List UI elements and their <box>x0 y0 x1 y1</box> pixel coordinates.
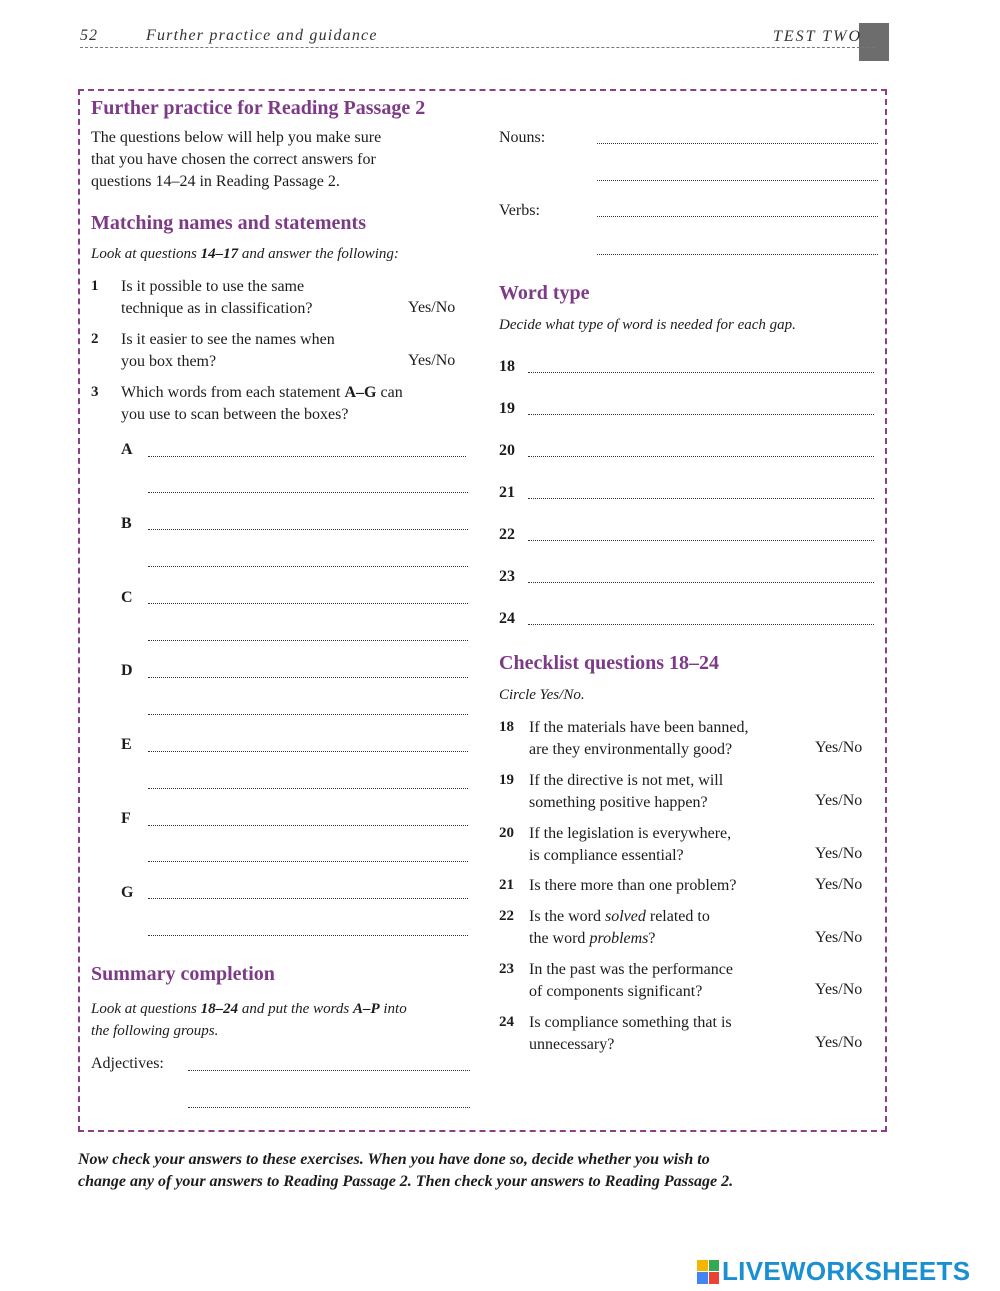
matching-heading: Matching names and statements <box>91 212 366 234</box>
question-line: In the past was the performance <box>529 961 733 978</box>
liveworksheets-logo <box>697 1256 970 1287</box>
summary-heading: Summary completion <box>91 963 275 985</box>
answer-line[interactable] <box>148 492 468 493</box>
text-bold: 18–24 <box>200 1001 239 1017</box>
question-line: Is it easier to see the names when <box>121 331 335 348</box>
nouns-label: Nouns: <box>499 129 546 146</box>
question-text <box>529 906 710 950</box>
footer-note <box>78 1149 878 1193</box>
test-label: TEST TWO <box>773 28 863 45</box>
instruction-text: Look at questions <box>91 246 201 262</box>
yes-no-option[interactable]: Yes/No <box>408 352 456 369</box>
instruction-text: and answer the following: <box>238 246 399 262</box>
answer-letter: E <box>121 736 132 753</box>
summary-instruction <box>91 998 407 1042</box>
gap-number: 19 <box>499 400 515 417</box>
question-line: something positive happen? <box>529 794 708 811</box>
yes-no-option[interactable]: Yes/No <box>815 1034 863 1051</box>
question-line: Is it possible to use the same <box>121 278 305 295</box>
answer-line[interactable] <box>597 180 878 181</box>
footer-line: Now check your answers to these exercises. When you have done so, decide whether you wish to <box>78 1151 710 1168</box>
liveworksheets-icon <box>697 1260 719 1284</box>
question-line: you use to scan between the boxes? <box>121 406 349 423</box>
text: the word <box>529 930 590 947</box>
question-line: you box them? <box>121 353 217 370</box>
test-tab-marker <box>859 23 889 61</box>
question-line: of components significant? <box>529 983 703 1000</box>
answer-line[interactable] <box>148 935 468 936</box>
question-number: 18 <box>499 719 514 735</box>
answer-letter: G <box>121 884 134 901</box>
question-line <box>529 928 710 950</box>
answer-letter: A <box>121 441 133 458</box>
answer-line[interactable] <box>528 540 874 541</box>
question-line: If the materials have been banned, <box>529 719 749 736</box>
answer-line[interactable] <box>188 1107 470 1108</box>
checklist-instruction: Circle Yes/No. <box>499 687 585 703</box>
gap-number: 20 <box>499 442 515 459</box>
yes-no-option[interactable]: Yes/No <box>408 299 456 316</box>
answer-line[interactable] <box>597 216 878 217</box>
question-line: are they environmentally good? <box>529 741 733 758</box>
footer-line: change any of your answers to Reading Passage 2. Then check your answers to Reading Passage 2. <box>78 1173 734 1190</box>
question-line: is compliance essential? <box>529 847 684 864</box>
question-line: Is there more than one problem? <box>529 877 737 894</box>
answer-line[interactable] <box>148 603 468 604</box>
text-bold: A–G <box>344 384 377 401</box>
answer-line[interactable] <box>528 414 874 415</box>
answer-line[interactable] <box>597 254 878 255</box>
yes-no-option[interactable]: Yes/No <box>815 739 863 756</box>
instruction-bold: 14–17 <box>200 246 239 262</box>
gap-number: 21 <box>499 484 515 501</box>
question-line: Is compliance something that is <box>529 1014 732 1031</box>
question-text <box>529 823 731 867</box>
answer-line[interactable] <box>528 456 874 457</box>
question-number: 22 <box>499 908 514 924</box>
answer-line[interactable] <box>148 456 466 457</box>
yes-no-option[interactable]: Yes/No <box>815 929 863 946</box>
question-text <box>121 329 335 373</box>
text: into <box>379 1001 407 1017</box>
question-number: 20 <box>499 825 514 841</box>
text-italic: solved <box>604 908 646 925</box>
question-line: If the legislation is everywhere, <box>529 825 732 842</box>
question-line: If the directive is not met, will <box>529 772 724 789</box>
instruction-line <box>91 998 407 1020</box>
question-number: 19 <box>499 772 514 788</box>
question-line <box>529 906 710 928</box>
answer-line[interactable] <box>148 640 468 641</box>
word-type-instruction: Decide what type of word is needed for each gap. <box>499 317 796 333</box>
answer-line[interactable] <box>528 624 874 625</box>
intro-line: questions 14–24 in Reading Passage 2. <box>91 173 340 190</box>
adjectives-label: Adjectives: <box>91 1055 164 1072</box>
text: Look at questions <box>91 1001 201 1017</box>
answer-letter: D <box>121 662 133 679</box>
question-text <box>529 875 736 897</box>
text: Is the word <box>529 908 605 925</box>
text-italic: problems <box>589 930 649 947</box>
yes-no-option[interactable]: Yes/No <box>815 845 863 862</box>
question-line: technique as in classification? <box>121 300 313 317</box>
text: Which words from each statement <box>121 384 345 401</box>
answer-letter: C <box>121 589 133 606</box>
further-practice-intro <box>91 127 381 193</box>
question-text <box>121 276 312 320</box>
answer-line[interactable] <box>148 825 468 826</box>
verbs-label: Verbs: <box>499 202 540 219</box>
answer-line[interactable] <box>148 529 468 530</box>
page-number: 52 <box>80 27 98 44</box>
answer-line[interactable] <box>148 898 468 899</box>
intro-line: that you have chosen the correct answers for <box>91 151 376 168</box>
text: and put the words <box>238 1001 353 1017</box>
question-number: 3 <box>91 384 99 400</box>
answer-line[interactable] <box>148 751 468 752</box>
intro-line: The questions below will help you make sure <box>91 129 382 146</box>
question-text <box>529 770 723 814</box>
question-number: 21 <box>499 877 514 893</box>
answer-line[interactable] <box>148 788 468 789</box>
answer-line[interactable] <box>148 861 468 862</box>
answer-line[interactable] <box>528 498 874 499</box>
answer-line[interactable] <box>188 1070 470 1071</box>
brand-name: LIVEWORKSHEETS <box>722 1256 971 1286</box>
answer-line[interactable] <box>528 372 874 373</box>
answer-letter: B <box>121 515 132 532</box>
question-line: unnecessary? <box>529 1036 615 1053</box>
header-rule <box>80 47 875 48</box>
text: can <box>376 384 403 401</box>
matching-instruction <box>91 246 399 263</box>
text: related to <box>645 908 710 925</box>
word-type-heading: Word type <box>499 282 590 304</box>
question-number: 23 <box>499 961 514 977</box>
question-text <box>529 717 748 761</box>
yes-no-option[interactable]: Yes/No <box>815 792 863 809</box>
instruction-line: the following groups. <box>91 1023 219 1039</box>
answer-line[interactable] <box>528 582 874 583</box>
answer-line[interactable] <box>148 566 468 567</box>
gap-number: 18 <box>499 358 515 375</box>
yes-no-option[interactable]: Yes/No <box>815 981 863 998</box>
question-text <box>121 382 403 426</box>
question-number: 1 <box>91 278 99 294</box>
answer-line[interactable] <box>148 677 468 678</box>
question-number: 2 <box>91 331 99 347</box>
question-text <box>529 959 733 1003</box>
gap-number: 22 <box>499 526 515 543</box>
gap-number: 23 <box>499 568 515 585</box>
gap-number: 24 <box>499 610 515 627</box>
text: ? <box>648 930 656 947</box>
question-line <box>121 382 403 404</box>
question-text <box>529 1012 732 1056</box>
checklist-heading: Checklist questions 18–24 <box>499 652 720 674</box>
further-practice-heading: Further practice for Reading Passage 2 <box>91 97 426 119</box>
running-title: Further practice and guidance <box>146 27 378 44</box>
yes-no-option[interactable]: Yes/No <box>815 876 863 893</box>
answer-line[interactable] <box>148 714 468 715</box>
answer-letter: F <box>121 810 131 827</box>
answer-line[interactable] <box>597 143 878 144</box>
text-bold: A–P <box>352 1001 380 1017</box>
question-number: 24 <box>499 1014 514 1030</box>
